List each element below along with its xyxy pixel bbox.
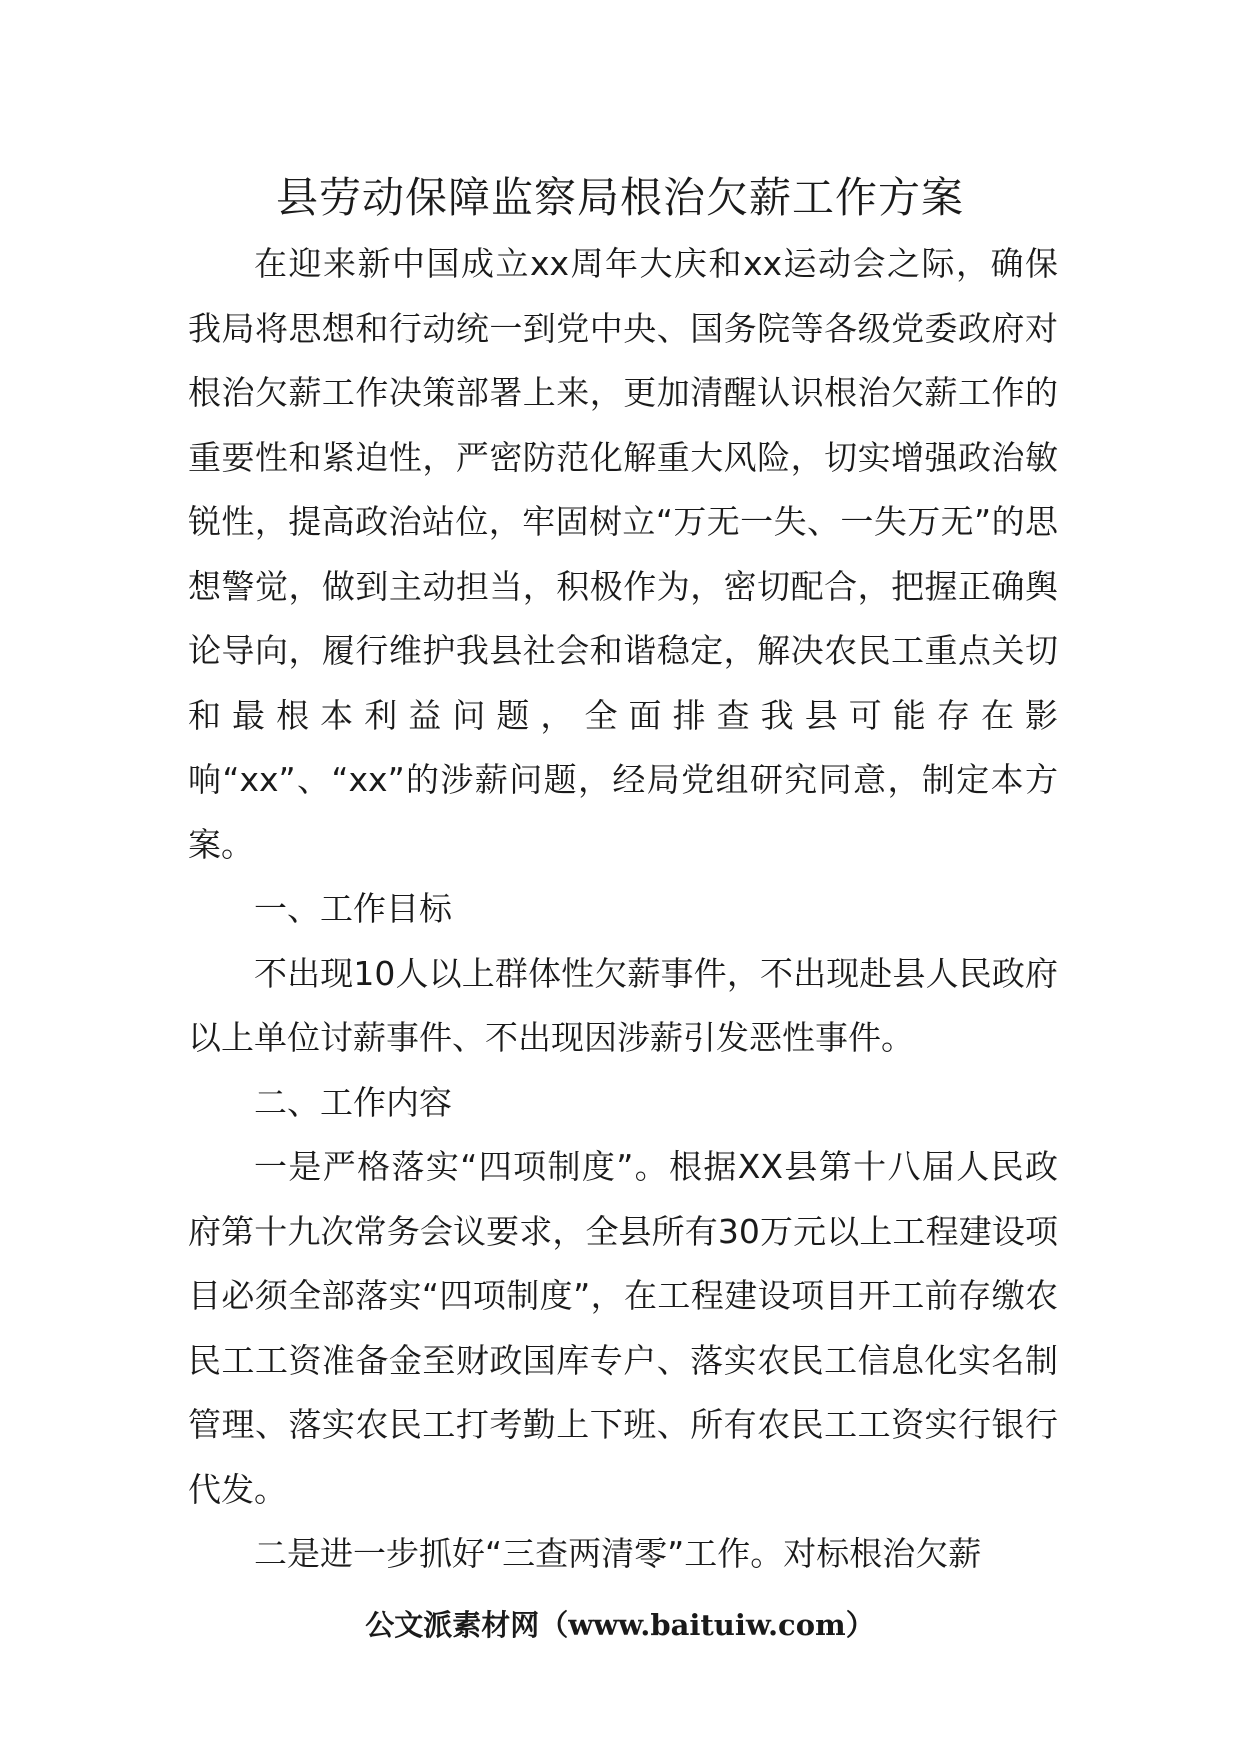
- section-heading-goals: 一、工作目标: [254, 889, 452, 928]
- section-heading-content: 二、工作内容: [254, 1082, 452, 1122]
- content-item-1-paragraph: 一是严格落实“四项制度”。根据XX县第十八届人民政府第十九次常务会议要求，全县所有30万元以上工程建设项目必须全部落实“四项制度”，在工程建设项目开工前存缴农民工工资准备金至财政国库专户、落实农民工信息化实名制管理、落实农民工打考勤上下班、所有农民工工资实行银行代发。: [188, 1147, 1058, 1509]
- goals-paragraph: 不出现10人以上群体性欠薪事件，不出现赴县人民政府以上单位讨薪事件、不出现因涉薪引发恶性事件。: [188, 953, 1058, 1057]
- document-title: 县劳动保障监察局根治欠薪工作方案: [275, 173, 964, 222]
- document-body: [188, 232, 1058, 1587]
- content-item-2-paragraph: 二是进一步抓好“三查两清零”工作。对标根治欠薪: [254, 1534, 982, 1573]
- intro-paragraph: 在迎来新中国成立xx周年大庆和xx运动会之际，确保我局将思想和行动统一到党中央、国务院等各级党委政府对根治欠薪工作决策部署上来，更加清醒认识根治欠薪工作的重要性和紧迫性，严密防范化解重大风险，切实增强政治敏锐性，提高政治站位，牢固树立“万无一失、一失万无”的思想警觉，做到主动担当，积极作为，密切配合，把握正确舆论导向，履行维护我县社会和谐稳定，解决农民工重点关切和最根本利益问题，全面排查我县可能存在影响“xx”、“xx”的涉薪问题，经局党组研究同意，制定本方案。: [188, 244, 1058, 864]
- footer-watermark: 公文派素材网（www.baituiw.com）: [365, 1608, 875, 1642]
